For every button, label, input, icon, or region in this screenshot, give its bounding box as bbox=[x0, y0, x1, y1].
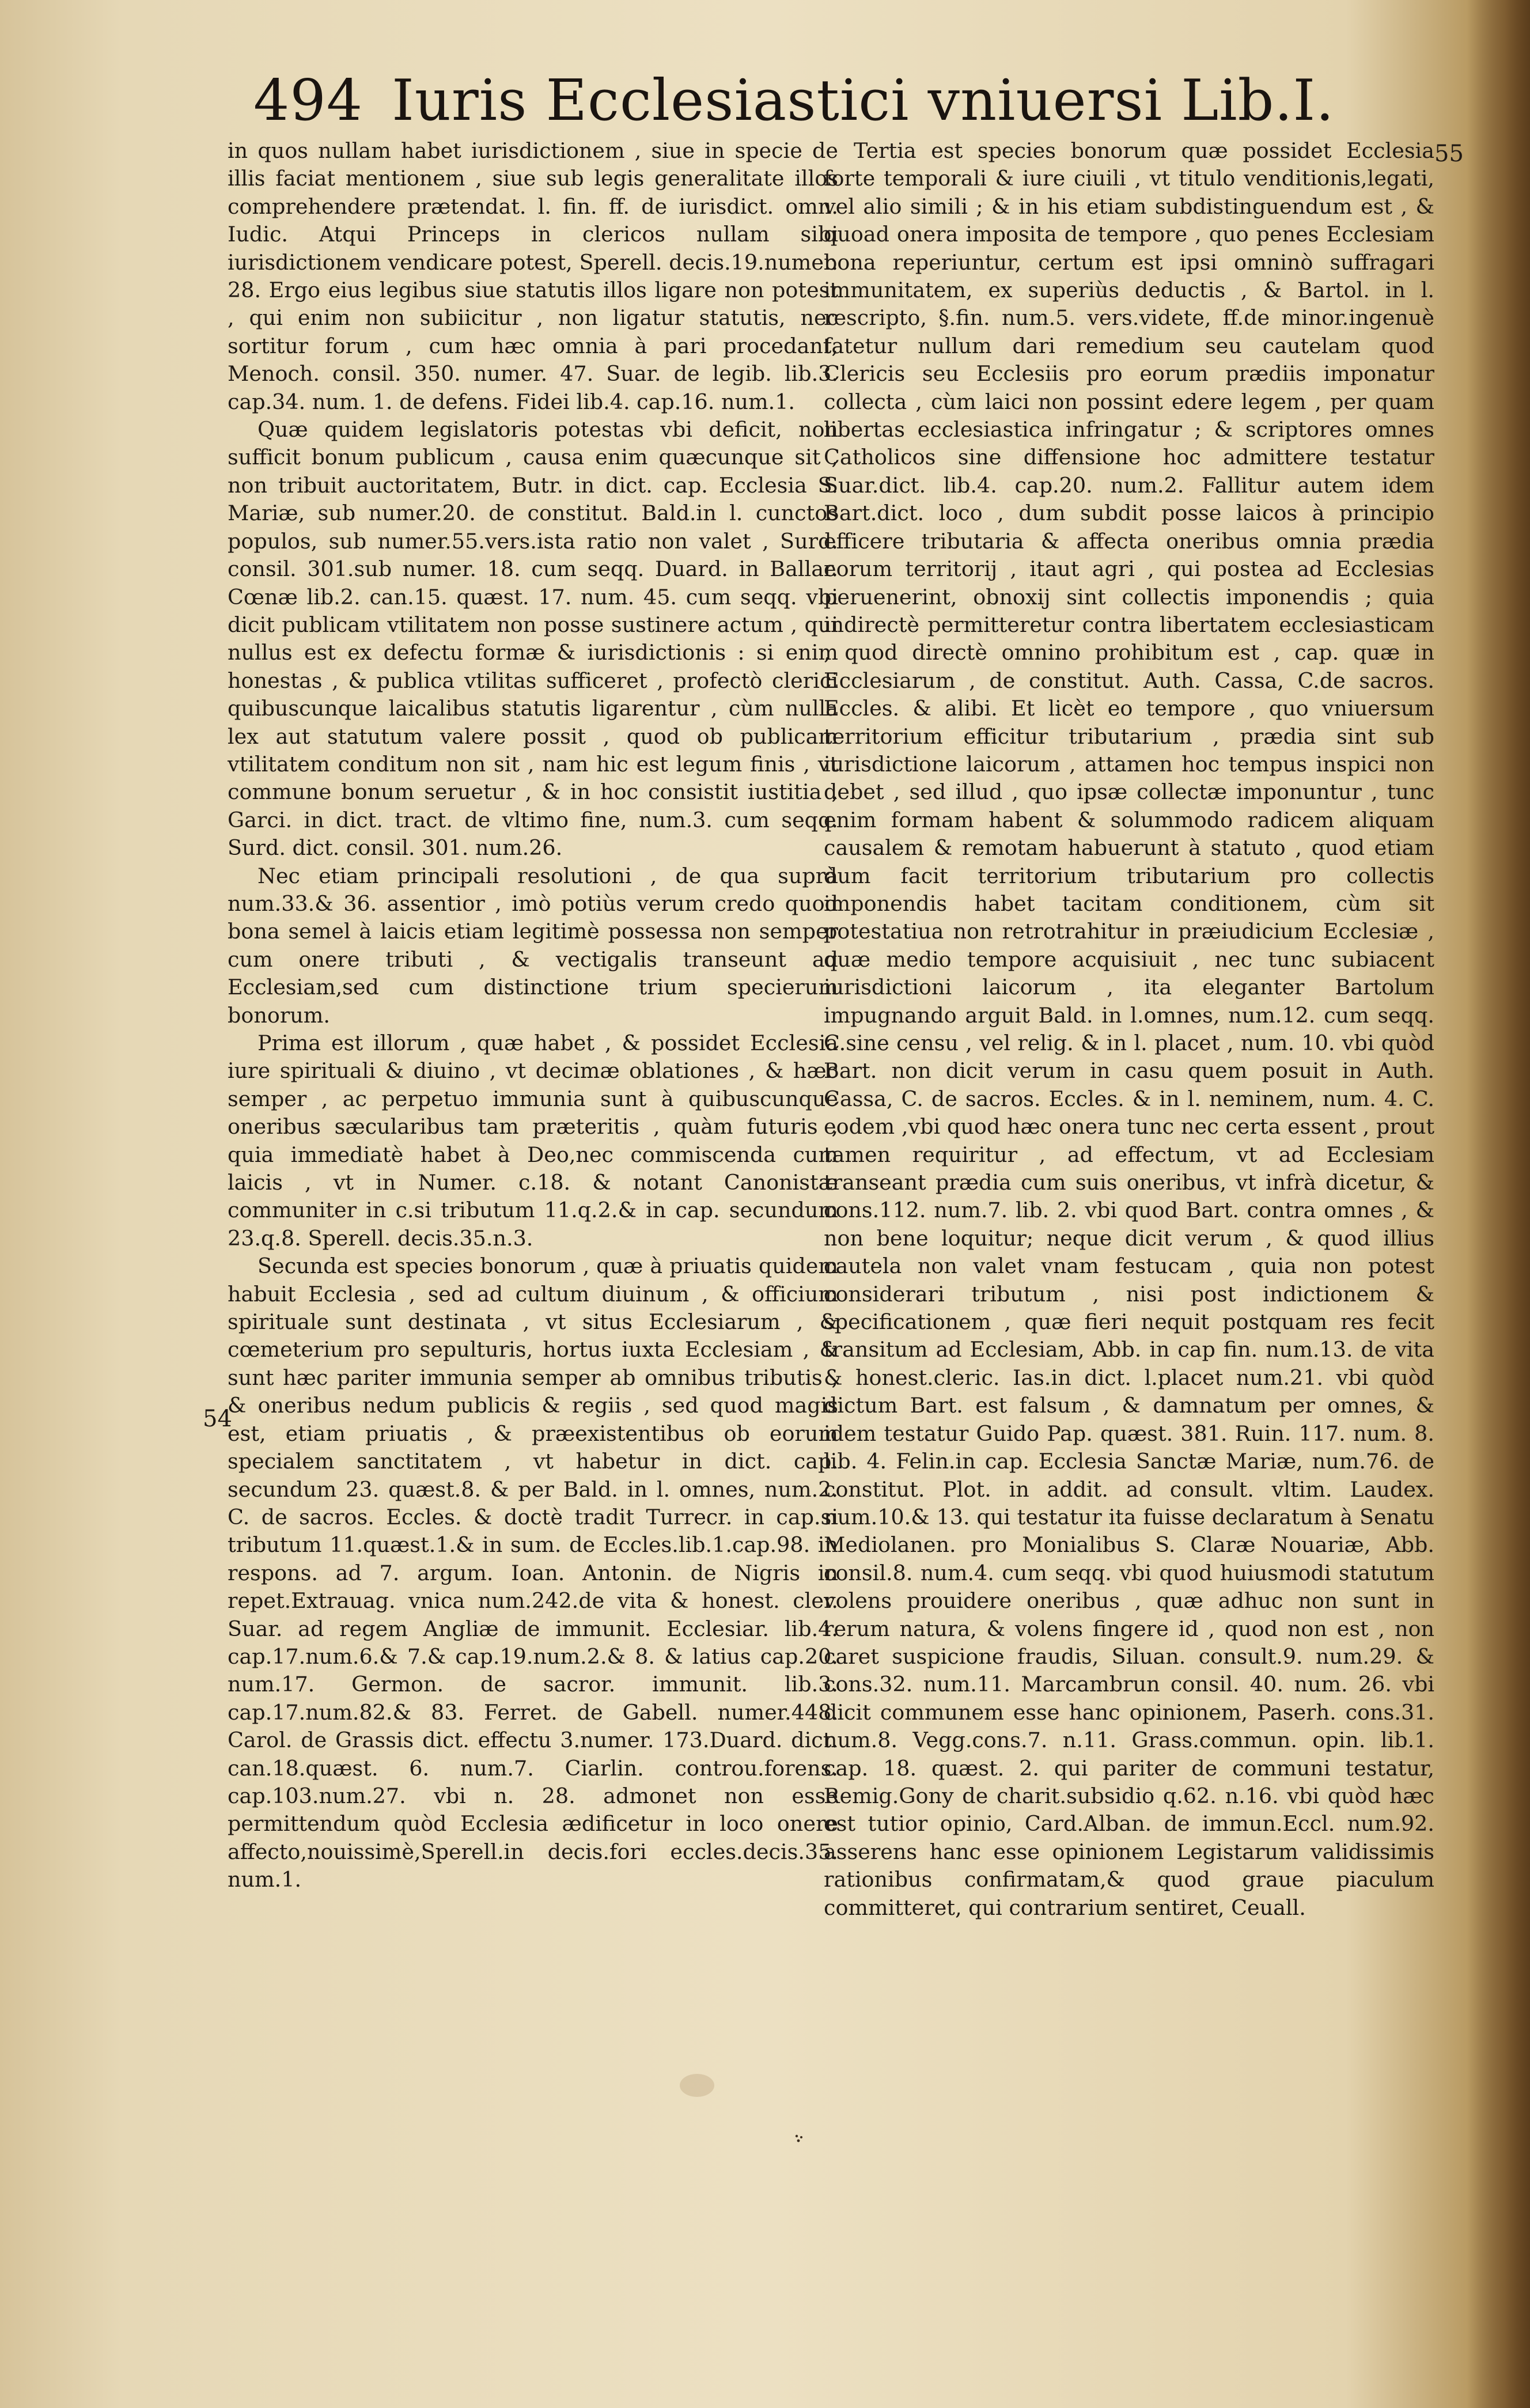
running-title: Iuris Ecclesiastici vniuersi Lib.I. bbox=[392, 68, 1335, 134]
left-paragraph-2: Quæ quidem legislatoris potestas vbi deficit, non sufficit bonum publicum , causa enim quæcunque sit , non tribuit auctoritatem, Butr. in dict. cap. Ecclesia S. Mariæ, sub numer.20. de constitut. Bald.in l. cunctos populos, sub numer.55.vers.ista ratio non valet , Surd. consil. 301.sub numer. 18. cum seqq. Duard. in Ballar. Cœnæ lib.2. can.15. quæst. 17. num. 45. cum seqq. vbi dicit publicam vtilitatem non posse sustinere actum , qui nullus est ex defectu formæ & iurisdictionis : si enim honestas , & publica vtilitas sufficeret , profectò clerici quibuscunque laicalibus statutis ligarentur , cùm nulla lex aut statutum valere possit , quod ob publicam vtilitatem conditum non sit , nam hic est legum finis , vt commune bonum seruetur , & in hoc consistit iustitia , Garci. in dict. tract. de vltimo fine, num.3. cum seqq. Surd. dict. consil. 301. num.26. bbox=[228, 417, 838, 861]
page-number: 494 bbox=[253, 68, 363, 134]
left-column bbox=[228, 137, 838, 2038]
right-column bbox=[824, 137, 1434, 2125]
right-paragraph-1: Tertia est species bonorum quæ possidet Ecclesia forte temporali & iure ciuili , vt titulo venditionis,legati, vel alio simili ; & in his etiam subdistinguendum est , & quoad onera imposita de tempore , quo penes Ecclesiam bona reperiuntur, certum est ipsi omninò suffragari immunitatem, ex superiùs deductis , & Bartol. in l. rescripto, §.fin. num.5. vers.videte, ff.de minor.ingenuè fatetur nullum dari remedium seu cautelam quod Clericis seu Ecclesiis pro eorum prædiis imponatur collecta , cùm laici non possint edere legem , per quam libertas ecclesiastica infringatur ; & scriptores omnes Catholicos sine diffensione hoc admittere testatur Suar.dict. lib.4. cap.20. num.2. Fallitur autem idem Bart.dict. loco , dum subdit posse laicos à principio efficere tributaria & affecta oneribus omnia prædia eorum territorij , itaut agri , qui postea ad Ecclesias peruenerint, obnoxij sint collectis imponendis ; quia indirectè permitteretur contra libertatem ecclesiasticam , quod directè omnino prohibitum est , cap. quæ in Ecclesiarum , de constitut. Auth. Cassa, C.de sacros. Eccles. & alibi. Et licèt eo tempore , quo vniuersum territorium efficitur tributarium , prædia sint sub iurisdictione laicorum , attamen hoc tempus inspici non debet , sed illud , quo ipsæ collectæ imponuntur , tunc enim formam habent & solummodo radicem aliquam causalem & remotam habuerunt à statuto , quod etiam dum facit territorium tributarium pro collectis imponendis habet tacitam conditionem, cùm sit potestatiua non retrotrahitur in præiudicium Ecclesiæ , quæ medio tempore acquisiuit , nec tunc subiacent iurisdictioni laicorum , ita eleganter Bartolum impugnando arguit Bald. in l.omnes, num.12. cum seqq. C.sine censu , vel relig. & in l. placet , num. 10. vbi quòd Bart. non dicit verum in casu quem posuit in Auth. Cassa, C. de sacros. Eccles. & in l. neminem, num. 4. C. eodem ,vbi quod hæc onera tunc nec certa essent , prout tamen requiritur , ad effectum, vt ad Ecclesiam transeant prædia cum suis oneribus, vt infrà dicetur, & cons.112. num.7. lib. 2. vbi quod Bart. contra omnes , & non bene loquitur; neque dicit verum , & quod illius cautela non valet vnam festucam , quia non potest considerari tributum , nisi post indictionem & specificationem , quæ fieri nequit postquam res fecit transitum ad Ecclesiam, Abb. in cap fin. num.13. de vita & honest.cleric. Ias.in dict. l.placet num.21. vbi quòd dictum Bart. est falsum , & damnatum per omnes, & idem testatur Guido Pap. quæst. 381. Ruin. 117. num. 8. lib. 4. Felin.in cap. Ecclesia Sanctæ Mariæ, num.76. de constitut. Plot. in addit. ad consult. vltim. Laudex. num.10.& 13. qui testatur ita fuisse declaratum à Senatu Mediolanen. pro Monialibus S. Claræ Nouariæ, Abb. consil.8. num.4. cum seqq. vbi quod huiusmodi statutum volens prouidere oneribus , quæ adhuc non sunt in rerum natura, & volens fingere id , quod non est , non caret suspicione fraudis, Siluan. consult.9. num.29. & cons.32. num.11. Marcambrun consil. 40. num. 26. vbi dicit communem esse hanc opinionem, Paserh. cons.31. num.8. Vegg.cons.7. n.11. Grass.commun. opin. lib.1. cap. 18. quæst. 2. qui pariter de communi testatur, Remig.Gony de charit.subsidio q.62. n.16. vbi quòd hæc est tutior opinio, Card.Alban. de immun.Eccl. num.92. asserens hanc esse opinionem Legistarum validissimis rationibus confirmatam,& quod graue piaculum committeret, qui contrarium sentiret, Ceuall. bbox=[824, 138, 1434, 1920]
left-paragraph-1: in quos nullam habet iurisdictionem , siue in specie de illis faciat mentionem , siue sub legis generalitate illos comprehendere prætendat. l. fin. ff. de iurisdict. omn. Iudic. Atqui Princeps in clericos nullam sibi iurisdictionem vendicare potest, Sperell. decis.19.numer. 28. Ergo eius legibus siue statutis illos ligare non potest , qui enim non subiicitur , non ligatur statutis, nec sortitur forum , cum hæc omnia à pari procedant, Menoch. consil. 350. numer. 47. Suar. de legib. lib.3. cap.34. num. 1. de defens. Fidei lib.4. cap.16. num.1. bbox=[228, 138, 838, 414]
left-paragraph-4: Prima est illorum , quæ habet , & possidet Ecclesia iure spirituali & diuino , vt decimæ oblationes , & hæc semper , ac perpetuo immunia sunt à quibuscunque oneribus sæcularibus tam præteritis , quàm futuris , quia immediatè habet à Deo,nec commiscenda cum laicis , vt in Numer. c.18. & notant Canonistæ communiter in c.si tributum 11.q.2.& in cap. secundum 23.q.8. Sperell. decis.35.n.3. bbox=[228, 1031, 838, 1251]
left-paragraph-3: Nec etiam principali resolutioni , de qua suprà num.33.& 36. assentior , imò potiùs verum credo quod bona semel à laicis etiam legitimè possessa non semper cum onere tributi , & vectigalis transeunt ad Ecclesiam,sed cum distinctione trium specierum bonorum. bbox=[228, 863, 838, 1028]
running-header bbox=[253, 68, 1335, 134]
printer-ornament-icon bbox=[792, 2131, 806, 2145]
margin-number-left: 54 bbox=[203, 1406, 232, 1432]
left-paragraph-5: Secunda est species bonorum , quæ à priuatis quidem habuit Ecclesia , sed ad cultum diuinum , & officium spirituale sunt destinata , vt situs Ecclesiarum , & cœmeterium pro sepulturis, hortus iuxta Ecclesiam , & sunt hæc pariter immunia semper ab omnibus tributis , & oneribus nedum publicis & regiis , sed quod magis est, etiam priuatis , & præexistentibus ob eorum specialem sanctitatem , vt habetur in dict. cap. secundum 23. quæst.8. & per Bald. in l. omnes, num.2. C. de sacros. Eccles. & doctè tradit Turrecr. in cap.si tributum 11.quæst.1.& in sum. de Eccles.lib.1.cap.98. in respons. ad 7. argum. Ioan. Antonin. de Nigris in repet.Extrauag. vnica num.242.de vita & honest. cler. Suar. ad regem Angliæ de immunit. Ecclesiar. lib.4. cap.17.num.6.& 7.& cap.19.num.2.& 8. & latius cap.20. num.17. Germon. de sacror. immunit. lib.3. cap.17.num.82.& 83. Ferret. de Gabell. numer.448. Carol. de Grassis dict. effectu 3.numer. 173.Duard. dict. can.18.quæst. 6. num.7. Ciarlin. controu.forens. cap.103.num.27. vbi n. 28. admonet non esse permittendum quòd Ecclesia ædificetur in loco onere affecto,nouissimè,Sperell.in decis.fori eccles.decis.35. num.1. bbox=[228, 1254, 838, 1892]
margin-number-right: 55 bbox=[1434, 141, 1464, 167]
paper-stain bbox=[680, 2074, 714, 2097]
book-spine-shadow bbox=[1467, 0, 1530, 2408]
